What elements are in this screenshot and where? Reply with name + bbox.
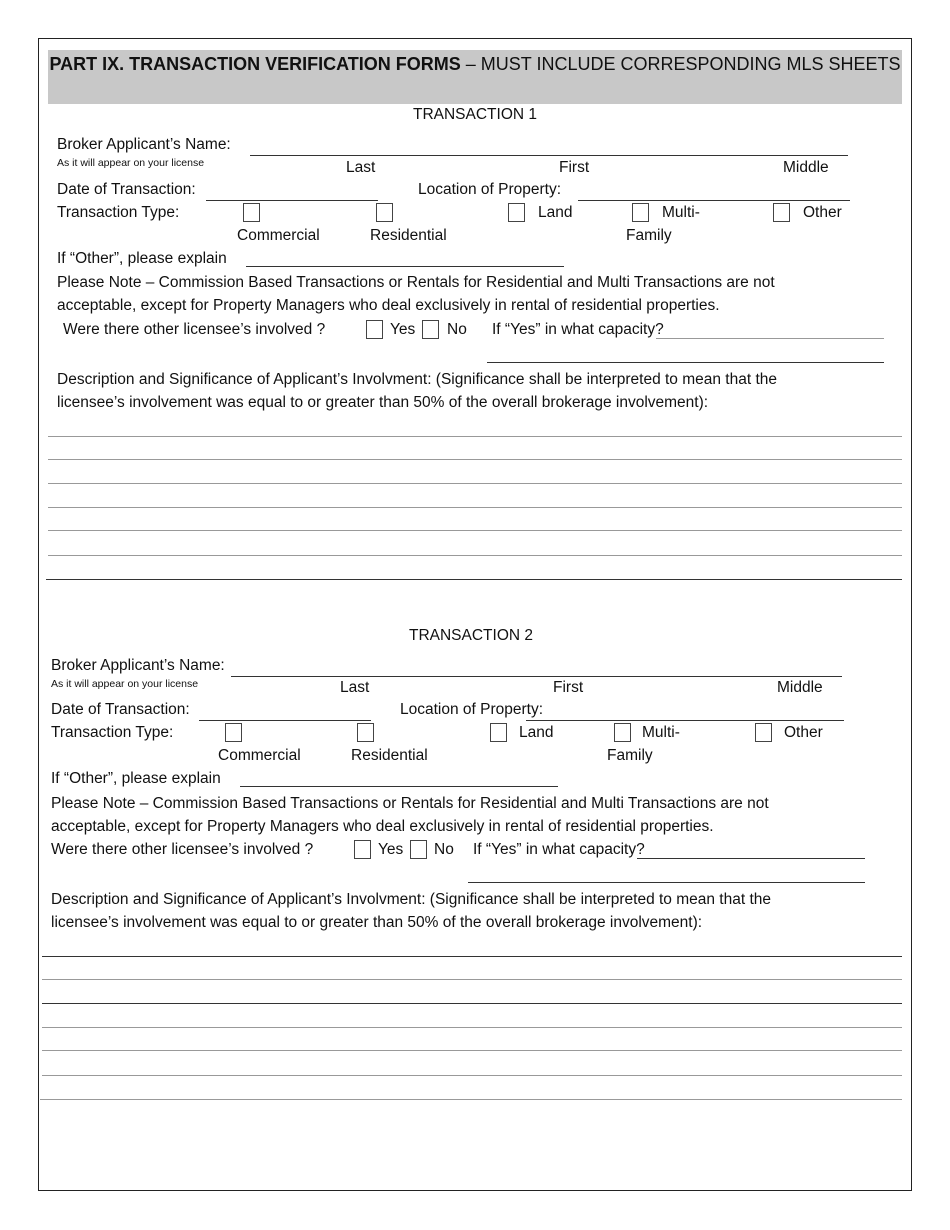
t2-multifamily-label-b: Family: [607, 747, 653, 764]
t2-multifamily-checkbox[interactable]: [614, 723, 631, 742]
t2-broker-name-label: Broker Applicant’s Name:: [51, 657, 225, 674]
t1-commercial-checkbox[interactable]: [243, 203, 260, 222]
t1-capacity-field[interactable]: [656, 338, 884, 339]
t1-location-label: Location of Property:: [418, 181, 562, 198]
t2-capacity-field-2[interactable]: [468, 882, 865, 883]
t2-no-label: No: [434, 841, 454, 858]
t2-other-explain-field[interactable]: [240, 786, 558, 787]
t1-yes-label: Yes: [390, 321, 416, 338]
t2-no-checkbox[interactable]: [410, 840, 427, 859]
t1-name-middle-label: Middle: [783, 159, 829, 176]
t1-residential-label: Residential: [370, 227, 447, 244]
t2-capacity-field[interactable]: [637, 858, 865, 859]
t2-name-first-label: First: [553, 679, 584, 696]
t2-yes-checkbox[interactable]: [354, 840, 371, 859]
t2-other-checkbox[interactable]: [755, 723, 772, 742]
t1-capacity-label: If “Yes” in what capacity?: [492, 321, 664, 338]
t1-capacity-field-2[interactable]: [487, 362, 884, 363]
t2-description-line1: Description and Significance of Applicant’s Involvment: (Significance shall be interpreted to mean that the: [51, 891, 772, 908]
t1-description-line1: Description and Significance of Applicant’s Involvment: (Significance shall be interpreted to mean that the: [57, 371, 778, 388]
t1-other-checkbox[interactable]: [773, 203, 790, 222]
t2-description-line-field[interactable]: [42, 1027, 902, 1028]
t2-residential-checkbox[interactable]: [357, 723, 374, 742]
t2-broker-name-field[interactable]: [231, 676, 842, 677]
header-title-bold: PART IX. TRANSACTION VERIFICATION FORMS: [49, 54, 461, 74]
t2-capacity-label: If “Yes” in what capacity?: [473, 841, 645, 858]
t1-license-note: As it will appear on your license: [57, 157, 205, 169]
transaction-1-heading: TRANSACTION 1: [412, 106, 537, 123]
t2-note-line1: Please Note – Commission Based Transactions or Rentals for Residential and Multi Transactions are not: [51, 795, 769, 812]
t1-description-line-field[interactable]: [48, 507, 902, 508]
t1-note-line1: Please Note – Commission Based Transactions or Rentals for Residential and Multi Transactions are not: [57, 274, 775, 291]
t1-yes-checkbox[interactable]: [366, 320, 383, 339]
t1-description-line-field[interactable]: [48, 555, 902, 556]
t1-type-label: Transaction Type:: [57, 204, 180, 221]
t1-description-line-field[interactable]: [46, 579, 902, 580]
t1-description-line-field[interactable]: [48, 530, 902, 531]
t1-multifamily-label-a: Multi-: [662, 204, 700, 221]
t2-type-label: Transaction Type:: [51, 724, 174, 741]
t2-other-label: Other: [784, 724, 823, 741]
t2-multifamily-label-a: Multi-: [642, 724, 680, 741]
t2-commercial-checkbox[interactable]: [225, 723, 242, 742]
t2-description-line-field[interactable]: [42, 979, 902, 980]
t2-description-line-field[interactable]: [42, 1050, 902, 1051]
t2-date-label: Date of Transaction:: [51, 701, 190, 718]
t2-description-line-field[interactable]: [42, 1003, 902, 1004]
t1-multifamily-checkbox[interactable]: [632, 203, 649, 222]
t1-broker-name-label: Broker Applicant’s Name:: [57, 136, 231, 153]
t1-licensee-question: Were there other licensee’s involved ?: [63, 321, 326, 338]
t1-no-checkbox[interactable]: [422, 320, 439, 339]
t2-note-line2: acceptable, except for Property Managers who deal exclusively in rental of residential properties.: [51, 818, 714, 835]
t2-name-middle-label: Middle: [777, 679, 823, 696]
t1-land-label: Land: [538, 204, 573, 221]
t1-multifamily-label-b: Family: [626, 227, 672, 244]
t2-land-label: Land: [519, 724, 554, 741]
t2-land-checkbox[interactable]: [490, 723, 507, 742]
t1-name-last-label: Last: [346, 159, 376, 176]
t1-date-field[interactable]: [206, 200, 378, 201]
t1-description-line-field[interactable]: [48, 436, 902, 437]
t1-date-label: Date of Transaction:: [57, 181, 196, 198]
t2-licensee-question: Were there other licensee’s involved ?: [51, 841, 314, 858]
t1-commercial-label: Commercial: [237, 227, 320, 244]
t1-description-line-field[interactable]: [48, 483, 902, 484]
t1-broker-name-field[interactable]: [250, 155, 848, 156]
t1-land-checkbox[interactable]: [508, 203, 525, 222]
t2-other-explain-label: If “Other”, please explain: [51, 770, 221, 787]
t1-note-line2: acceptable, except for Property Managers who deal exclusively in rental of residential properties.: [57, 297, 720, 314]
t2-residential-label: Residential: [351, 747, 428, 764]
t1-residential-checkbox[interactable]: [376, 203, 393, 222]
header-title-rest: – MUST INCLUDE CORRESPONDING MLS SHEETS: [460, 54, 901, 74]
t2-commercial-label: Commercial: [218, 747, 301, 764]
t1-no-label: No: [447, 321, 467, 338]
t1-other-explain-field[interactable]: [246, 266, 564, 267]
t2-description-line-field[interactable]: [42, 1075, 902, 1076]
t2-date-field[interactable]: [199, 720, 371, 721]
t1-other-label: Other: [803, 204, 842, 221]
t1-description-line2: licensee’s involvement was equal to or greater than 50% of the overall brokerage involvement):: [57, 394, 709, 411]
t1-other-explain-label: If “Other”, please explain: [57, 250, 227, 267]
t2-name-last-label: Last: [340, 679, 370, 696]
t2-description-line-field[interactable]: [40, 1099, 902, 1100]
t2-description-line-field[interactable]: [42, 956, 902, 957]
section-header-title: [48, 52, 902, 77]
t2-yes-label: Yes: [378, 841, 404, 858]
t1-name-first-label: First: [559, 159, 590, 176]
t1-description-line-field[interactable]: [48, 459, 902, 460]
t2-location-field[interactable]: [526, 720, 844, 721]
t2-description-line2: licensee’s involvement was equal to or greater than 50% of the overall brokerage involvement):: [51, 914, 703, 931]
transaction-2-heading: TRANSACTION 2: [408, 627, 533, 644]
t2-location-label: Location of Property:: [400, 701, 544, 718]
t2-license-note: As it will appear on your license: [51, 678, 199, 690]
t1-location-field[interactable]: [578, 200, 850, 201]
